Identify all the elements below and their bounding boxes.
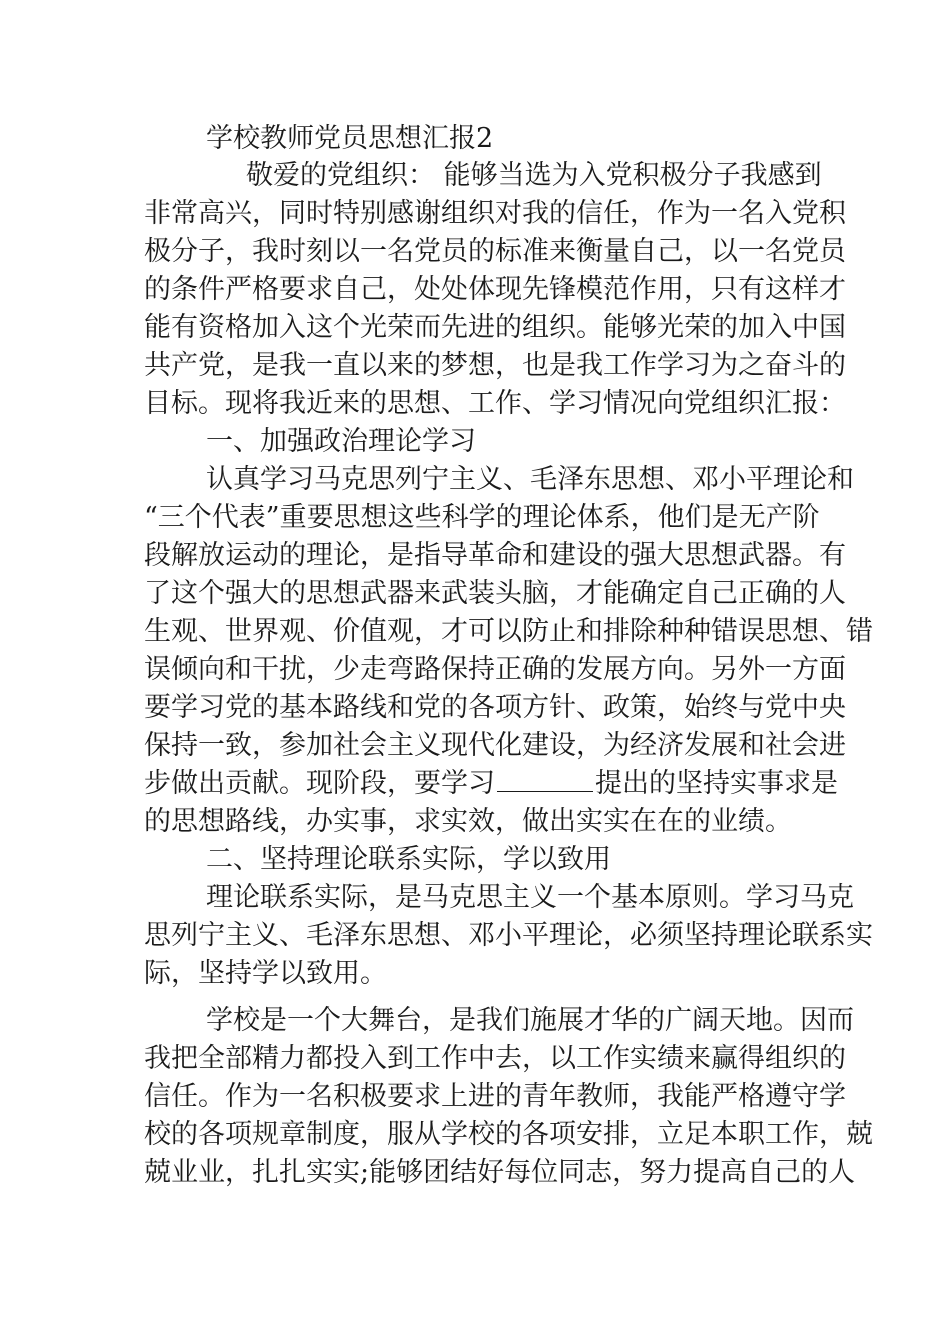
paragraph-line: 际，坚持学以致用。 <box>144 958 387 989</box>
paragraph-line: 思列宁主义、毛泽东思想、邓小平理论，必须坚持理论联系实 <box>144 920 873 951</box>
paragraph-line: 极分子，我时刻以一名党员的标准来衡量自己，以一名党员 <box>144 236 846 267</box>
paragraph-line: 非常高兴，同时特别感谢组织对我的信任，作为一名入党积 <box>144 198 846 229</box>
fill-in-blank <box>497 769 593 792</box>
paragraph-line: 共产党，是我一直以来的梦想，也是我工作学习为之奋斗的 <box>144 350 846 381</box>
paragraph-line: 要学习党的基本路线和党的各项方针、政策，始终与党中央 <box>144 692 846 723</box>
paragraph-line: 段解放运动的理论，是指导革命和建设的强大思想武器。有 <box>144 540 846 571</box>
paragraph-line: 保持一致，参加社会主义现代化建设，为经济发展和社会进 <box>144 730 846 761</box>
paragraph-line: 校的各项规章制度，服从学校的各项安排，立足本职工作，兢 <box>144 1119 873 1150</box>
paragraph-line: 认真学习马克思列宁主义、毛泽东思想、邓小平理论和 <box>206 464 854 495</box>
paragraph-line: 的思想路线，办实事，求实效，做出实实在在的业绩。 <box>144 806 792 837</box>
paragraph-line: 目标。现将我近来的思想、工作、学习情况向党组织汇报： <box>144 388 846 419</box>
paragraph-line: 兢业业，扎扎实实;能够团结好每位同志，努力提高自己的人 <box>144 1157 856 1188</box>
paragraph-line: 误倾向和干扰，少走弯路保持正确的发展方向。另外一方面 <box>144 654 846 685</box>
section-heading: 二、坚持理论联系实际，学以致用 <box>206 844 611 875</box>
paragraph-line: 能有资格加入这个光荣而先进的组织。能够光荣的加入中国 <box>144 312 846 343</box>
paragraph-line: “三个代表”重要思想这些科学的理论体系，他们是无产阶 <box>144 502 820 533</box>
section-heading: 一、加强政治理论学习 <box>206 426 476 457</box>
paragraph-line: 学校是一个大舞台，是我们施展才华的广阔天地。因而 <box>206 1005 854 1036</box>
text-after-blank: 提出的坚持实事求是 <box>595 768 838 799</box>
text-before-blank: 步做出贡献。现阶段，要学习 <box>144 768 495 799</box>
paragraph-line: 生观、世界观、价值观，才可以防止和排除种种错误思想、错 <box>144 616 873 647</box>
paragraph-line: 理论联系实际，是马克思主义一个基本原则。学习马克 <box>206 882 854 913</box>
paragraph-line: 了这个强大的思想武器来武装头脑，才能确定自己正确的人 <box>144 578 846 609</box>
paragraph-line: 我把全部精力都投入到工作中去，以工作实绩来赢得组织的 <box>144 1043 846 1074</box>
paragraph-line-with-blank <box>144 767 838 801</box>
document-title: 学校教师党员思想汇报2 <box>206 123 494 154</box>
paragraph-line: 敬爱的党组织： 能够当选为入党积极分子我感到 <box>246 160 822 191</box>
paragraph-line: 信任。作为一名积极要求上进的青年教师，我能严格遵守学 <box>144 1081 846 1112</box>
paragraph-line: 的条件严格要求自己，处处体现先锋模范作用，只有这样才 <box>144 274 846 305</box>
